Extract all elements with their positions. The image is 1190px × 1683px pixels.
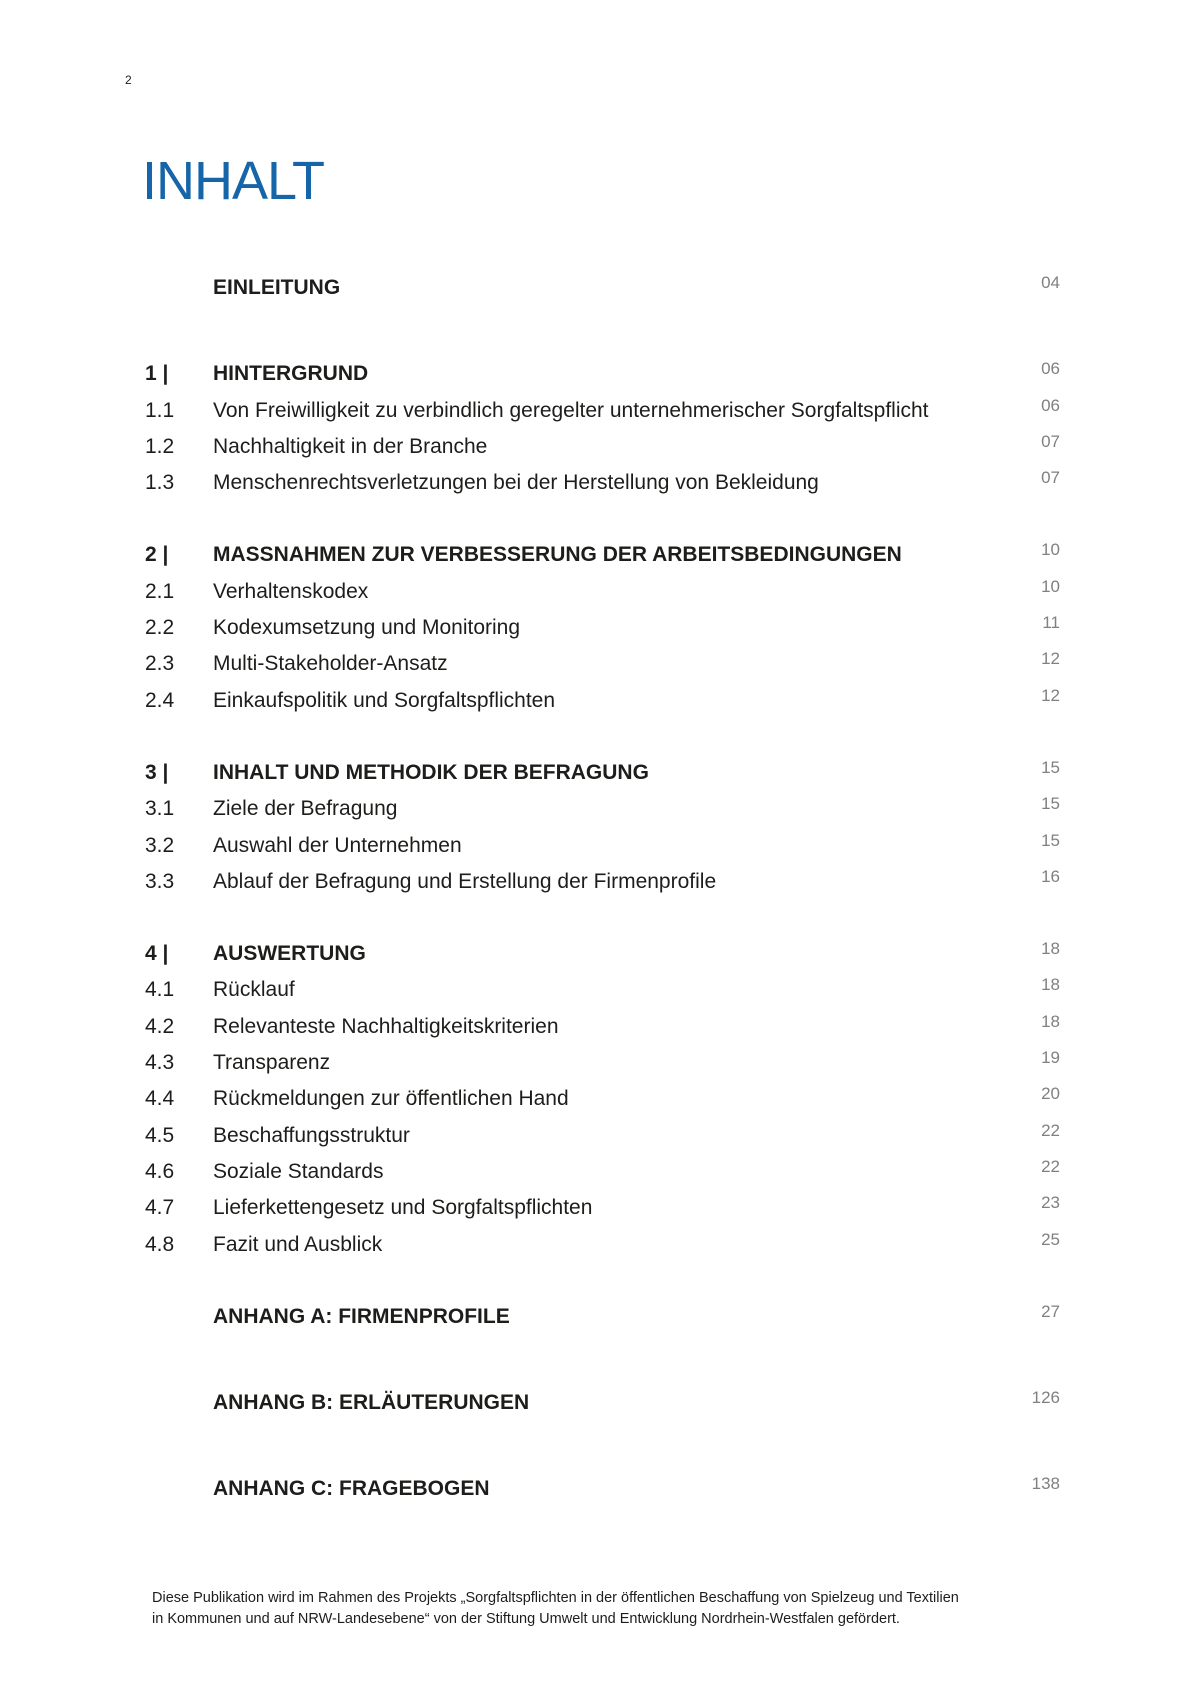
toc-page-number: 10 [1041, 576, 1060, 596]
toc-section [145, 1388, 1060, 1427]
toc-entry-row[interactable] [145, 576, 1060, 616]
toc-label: Ziele der Befragung [213, 797, 398, 821]
toc-label: Kodexumsetzung und Monitoring [213, 616, 521, 640]
toc-number: 3.1 [145, 797, 175, 821]
toc-number: 1.1 [145, 398, 175, 422]
toc-entry-row[interactable] [145, 1193, 1060, 1232]
toc-page-number: 12 [1041, 649, 1060, 669]
toc-entry-row[interactable] [145, 866, 1060, 906]
toc-entry-row[interactable] [145, 649, 1060, 688]
toc-label: ANHANG B: ERLÄUTERUNGEN [213, 1391, 530, 1415]
toc-label: Rückmeldungen zur öffentlichen Hand [213, 1087, 569, 1111]
toc-entry-row[interactable] [145, 1120, 1060, 1160]
toc-label: Auswahl der Unternehmen [213, 833, 462, 857]
toc-label: Nachhaltigkeit in der Branche [213, 434, 488, 458]
toc-label: Einkaufspolitik und Sorgfaltspflichten [213, 688, 556, 712]
toc-label: Fazit und Ausblick [213, 1232, 383, 1256]
toc-page-number: 15 [1041, 830, 1060, 850]
toc-page-number: 07 [1041, 468, 1060, 488]
toc-page-number: 20 [1041, 1084, 1060, 1104]
toc-section [145, 359, 1060, 507]
toc-number: 1.2 [145, 434, 175, 458]
toc-section [145, 939, 1060, 1269]
toc-number: 2.2 [145, 616, 175, 640]
toc-number: 3.2 [145, 833, 175, 857]
toc-page-number: 22 [1041, 1120, 1060, 1140]
toc-page-number: 19 [1041, 1048, 1060, 1068]
toc-heading-row[interactable] [145, 359, 1060, 398]
toc-page-number: 15 [1041, 794, 1060, 814]
toc-number: 4.6 [145, 1159, 175, 1183]
toc-label: Beschaffungsstruktur [213, 1123, 410, 1147]
toc-page-number: 06 [1041, 359, 1060, 379]
toc-label: Menschenrechtsverletzungen bei der Herstellung von Bekleidung [213, 471, 819, 495]
toc-entry-row[interactable] [145, 830, 1060, 870]
toc-section [145, 540, 1060, 724]
toc-number: 3.3 [145, 869, 175, 893]
toc-section [145, 757, 1060, 906]
funding-note [152, 1588, 1052, 1630]
toc-entry-row[interactable] [145, 1011, 1060, 1051]
toc-number: 2 | [145, 543, 169, 567]
toc-entry-row[interactable] [145, 794, 1060, 833]
toc-label: Relevanteste Nachhaltigkeitskriterien [213, 1014, 559, 1038]
toc-heading-row[interactable] [145, 757, 1060, 797]
toc-heading-row[interactable] [145, 1388, 1060, 1427]
toc-number: 4.1 [145, 978, 175, 1002]
toc-number: 2.3 [145, 652, 175, 676]
toc-label: Lieferkettengesetz und Sorgfaltspflichten [213, 1196, 593, 1220]
toc-page-number: 25 [1041, 1229, 1060, 1249]
table-of-contents [145, 273, 1060, 1564]
toc-number: 4.5 [145, 1123, 175, 1147]
toc-label: Multi-Stakeholder-Ansatz [213, 652, 448, 676]
toc-entry-row[interactable] [145, 1156, 1060, 1196]
toc-page-number: 18 [1041, 939, 1060, 959]
toc-page-number: 27 [1041, 1301, 1060, 1321]
toc-entry-row[interactable] [145, 431, 1060, 471]
toc-number: 4.8 [145, 1232, 175, 1256]
toc-label: Verhaltenskodex [213, 579, 369, 603]
toc-number: 4.3 [145, 1051, 175, 1075]
toc-heading-row[interactable] [145, 939, 1060, 978]
toc-label: ANHANG A: FIRMENPROFILE [213, 1304, 510, 1328]
toc-section [145, 1301, 1060, 1341]
toc-heading-row[interactable] [145, 540, 1060, 579]
toc-entry-row[interactable] [145, 468, 1060, 507]
toc-page-number: 11 [1042, 613, 1060, 633]
toc-number: 4.2 [145, 1014, 175, 1038]
toc-section [145, 273, 1060, 312]
toc-number: 1 | [145, 362, 169, 386]
toc-label: MASSNAHMEN ZUR VERBESSERUNG DER ARBEITSBEDINGUNGEN [213, 543, 902, 567]
page-number: 2 [125, 73, 132, 87]
toc-page-number: 23 [1041, 1193, 1060, 1213]
toc-page-number: 18 [1041, 1011, 1060, 1031]
toc-number: 2.1 [145, 579, 175, 603]
toc-label: EINLEITUNG [213, 276, 341, 299]
toc-number: 4 | [145, 942, 169, 966]
toc-entry-row[interactable] [145, 975, 1060, 1014]
toc-heading-row[interactable] [145, 1301, 1060, 1341]
toc-page-number: 126 [1031, 1388, 1060, 1408]
toc-entry-row[interactable] [145, 1048, 1060, 1087]
toc-entry-row[interactable] [145, 613, 1060, 652]
toc-entry-row[interactable] [145, 685, 1060, 725]
toc-entry-row[interactable] [145, 395, 1060, 435]
toc-page-number: 06 [1041, 395, 1060, 415]
toc-number: 4.4 [145, 1087, 175, 1111]
toc-heading-row[interactable] [145, 273, 1060, 312]
toc-label: Von Freiwilligkeit zu verbindlich geregelter unternehmerischer Sorgfaltspflicht [213, 398, 929, 422]
funding-note-line-1: Diese Publikation wird im Rahmen des Projekts „Sorgfaltspflichten in der öffentlichen Beschaffung von Spielzeug und Textilien [152, 1590, 959, 1606]
toc-page-number: 10 [1041, 540, 1060, 560]
toc-label: Transparenz [213, 1051, 331, 1075]
toc-page-number: 15 [1041, 757, 1060, 777]
funding-note-line-2: in Kommunen und auf NRW-Landesebene“ von der Stiftung Umwelt und Entwicklung Nordrhein-Westfalen gefördert. [152, 1611, 900, 1627]
page-title: INHALT [142, 151, 325, 211]
toc-section [145, 1474, 1060, 1513]
toc-page-number: 138 [1031, 1474, 1060, 1494]
toc-entry-row[interactable] [145, 1229, 1060, 1269]
toc-label: Soziale Standards [213, 1159, 384, 1183]
toc-label: Rücklauf [213, 978, 295, 1002]
toc-page-number: 07 [1041, 431, 1060, 451]
toc-entry-row[interactable] [145, 1084, 1060, 1123]
toc-label: AUSWERTUNG [213, 942, 366, 966]
toc-heading-row[interactable] [145, 1474, 1060, 1513]
toc-label: Ablauf der Befragung und Erstellung der Firmenprofile [213, 869, 717, 893]
toc-number: 1.3 [145, 471, 175, 495]
toc-page-number: 12 [1041, 685, 1060, 705]
toc-page-number: 16 [1041, 866, 1060, 886]
toc-page-number: 04 [1041, 273, 1060, 292]
toc-number: 4.7 [145, 1196, 175, 1220]
toc-page-number: 18 [1041, 975, 1060, 995]
toc-page-number: 22 [1041, 1156, 1060, 1176]
toc-label: ANHANG C: FRAGEBOGEN [213, 1477, 490, 1501]
toc-label: INHALT UND METHODIK DER BEFRAGUNG [213, 760, 649, 784]
toc-label: HINTERGRUND [213, 362, 369, 386]
toc-number: 2.4 [145, 688, 175, 712]
toc-number: 3 | [145, 760, 169, 784]
